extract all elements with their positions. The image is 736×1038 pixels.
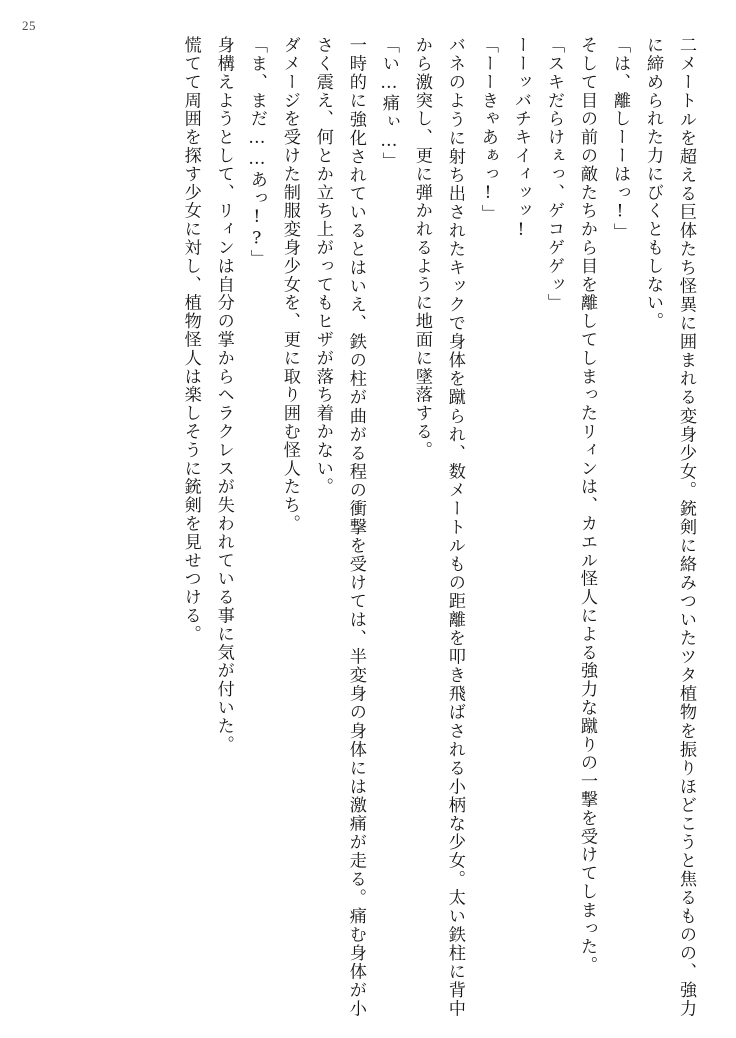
paragraph: そして目の前の敵たちから目を離してしまったリィンは、カエル怪人による強力な蹴りの一撃を受けてしまった。 (576, 36, 597, 975)
body-text-vertical (56, 36, 702, 1018)
paragraph: 二メートルを超える巨体たち怪異に囲まれる変身少女。銃剣に絡みついたツタ植物を振りほどこうと焦るものの、強力に締められた力にびくともしない。 (642, 36, 696, 1018)
paragraph: バネのように射ち出されたキックで身体を蹴られ、数メートルもの距離を叩き飛ばされる小柄な少女。太い鉄柱に背中から激突し、更に弾かれるように地面に墜落する。 (411, 36, 465, 1018)
paragraph: 「ま、まだ……あっ!?」 (246, 36, 267, 268)
page-number: 25 (22, 18, 36, 33)
paragraph: 「ーーきゃあぁっ!」 (477, 36, 498, 223)
paragraph: 「スキだらけぇっ、ゲコゲゲッ」 (543, 36, 564, 312)
paragraph: 一時的に強化されているとはいえ、鉄の柱が曲がる程の衝撃を受けては、半変身の身体には激痛が走る。痛む身体が小さく震え、何とか立ち上がってもヒザが落ち着かない。 (312, 36, 366, 1018)
paragraph: 「い…痛ぃ…」 (378, 36, 399, 171)
paragraph: ダメージを受けた制服変身少女を、更に取り囲む怪人たち。 (279, 36, 300, 533)
paragraph: 身構えようとして、リィンは自分の掌からヘラクレスが失われている事に気が付いた。 (213, 36, 234, 754)
paragraph: 慌てて周囲を探す少女に対し、植物怪人は楽しそうに銃剣を見せつける。 (180, 36, 201, 644)
paragraph: ーーッバチキイィッッ! (510, 36, 531, 242)
paragraph: 「は、離しーーはっ!」 (609, 36, 630, 242)
